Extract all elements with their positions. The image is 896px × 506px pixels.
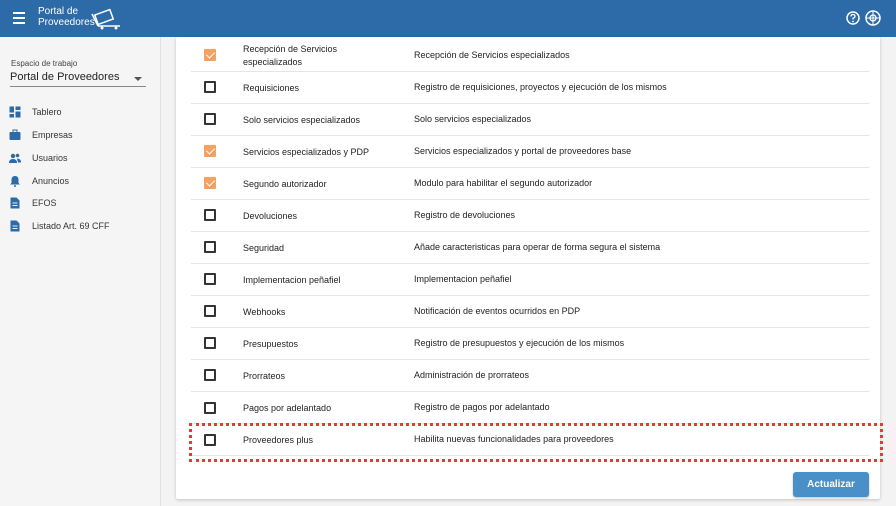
module-description: Habilita nuevas funcionalidades para proveedores: [414, 434, 614, 444]
module-name: Pagos por adelantado: [243, 403, 332, 413]
module-row: [191, 168, 869, 200]
module-row: [191, 296, 869, 328]
top-app-bar: [0, 0, 896, 37]
module-row: [191, 360, 869, 392]
module-row: [191, 392, 869, 424]
module-name: Seguridad: [243, 243, 285, 253]
sidebar-item-label: Tablero: [32, 107, 62, 117]
workspace-select[interactable]: [10, 69, 146, 87]
app-logo[interactable]: [38, 6, 128, 32]
module-description: Notificación de eventos ocurridos en PDP: [414, 306, 581, 316]
menu-icon[interactable]: [10, 10, 28, 26]
module-description: Registro de requisiciones, proyectos y ejecución de los mismos: [414, 82, 667, 92]
module-name: Webhooks: [243, 307, 286, 317]
module-checkbox[interactable]: [204, 241, 216, 253]
sidebar-item-empresas[interactable]: [0, 126, 160, 146]
module-row: [191, 72, 869, 104]
module-checkbox[interactable]: [204, 273, 216, 285]
module-name: Devoluciones: [243, 211, 298, 221]
sidebar-item-anuncios[interactable]: [0, 172, 160, 192]
module-checkbox[interactable]: [204, 305, 216, 317]
module-name: Servicios especializados y PDP: [243, 147, 370, 157]
truck-icon: [90, 8, 124, 30]
sidebar-item-label: EFOS: [32, 198, 57, 208]
sidebar-item-label: Anuncios: [32, 176, 70, 186]
module-name: Recepción de Servicios especializados: [243, 44, 338, 67]
document-icon: [9, 197, 21, 209]
logo-line-1: Portal de: [38, 6, 79, 17]
module-checkbox[interactable]: [204, 113, 216, 125]
sidebar-item-label: Usuarios: [32, 153, 68, 163]
module-description: Registro de devoluciones: [414, 210, 516, 220]
module-name: Implementacion peñafiel: [243, 275, 341, 285]
module-description: Registro de presupuestos y ejecución de los mismos: [414, 338, 625, 348]
module-name: Segundo autorizador: [243, 179, 327, 189]
module-description: Servicios especializados y portal de proveedores base: [414, 146, 632, 156]
module-name: Presupuestos: [243, 339, 299, 349]
help-icon[interactable]: [846, 11, 860, 25]
module-row: [191, 328, 869, 360]
module-checkbox[interactable]: [204, 434, 216, 446]
module-name: Prorrateos: [243, 371, 286, 381]
sidebar-item-efos[interactable]: [0, 194, 160, 214]
workspace-value: Portal de Proveedores: [10, 71, 120, 83]
module-description: Registro de pagos por adelantado: [414, 402, 550, 412]
module-checkbox[interactable]: [204, 177, 216, 189]
module-checkbox[interactable]: [204, 49, 216, 61]
sidebar-item-label: Listado Art. 69 CFF: [32, 221, 110, 231]
module-description: Implementacion peñafiel: [414, 274, 512, 284]
chevron-down-icon: [134, 77, 142, 81]
module-row: [191, 232, 869, 264]
module-checkbox[interactable]: [204, 81, 216, 93]
users-icon: [9, 152, 21, 164]
web-icon[interactable]: [865, 10, 881, 26]
logo-line-2: Proveedores: [38, 17, 95, 28]
sidebar: [0, 37, 161, 506]
module-description: Recepción de Servicios especializados: [414, 50, 570, 60]
module-description: Modulo para habilitar el segundo autorizador: [414, 178, 593, 188]
module-row: [191, 40, 869, 72]
sidebar-item-listado-art-69-cff[interactable]: [0, 217, 160, 237]
module-row: [191, 264, 869, 296]
module-checkbox[interactable]: [204, 145, 216, 157]
dashboard-icon: [9, 106, 21, 118]
sidebar-item-label: Empresas: [32, 130, 73, 140]
module-row: [191, 424, 869, 456]
sidebar-item-tablero[interactable]: [0, 103, 160, 123]
module-name: Proveedores plus: [243, 435, 314, 445]
module-checkbox[interactable]: [204, 209, 216, 221]
module-name: Solo servicios especializados: [243, 115, 361, 125]
module-name: Requisiciones: [243, 83, 300, 93]
workspace-label: Espacio de trabajo: [11, 59, 78, 68]
module-row: [191, 200, 869, 232]
update-button[interactable]: Actualizar: [793, 472, 869, 497]
sidebar-item-usuarios[interactable]: [0, 149, 160, 169]
module-checkbox[interactable]: [204, 402, 216, 414]
module-row: [191, 136, 869, 168]
briefcase-icon: [9, 129, 21, 141]
module-row: [191, 104, 869, 136]
document-icon: [9, 220, 21, 232]
bell-icon: [9, 175, 21, 187]
module-checkbox[interactable]: [204, 369, 216, 381]
module-description: Añade caracteristicas para operar de forma segura el sistema: [414, 242, 661, 252]
module-description: Administración de prorrateos: [414, 370, 530, 380]
module-description: Solo servicios especializados: [414, 114, 532, 124]
module-checkbox[interactable]: [204, 337, 216, 349]
